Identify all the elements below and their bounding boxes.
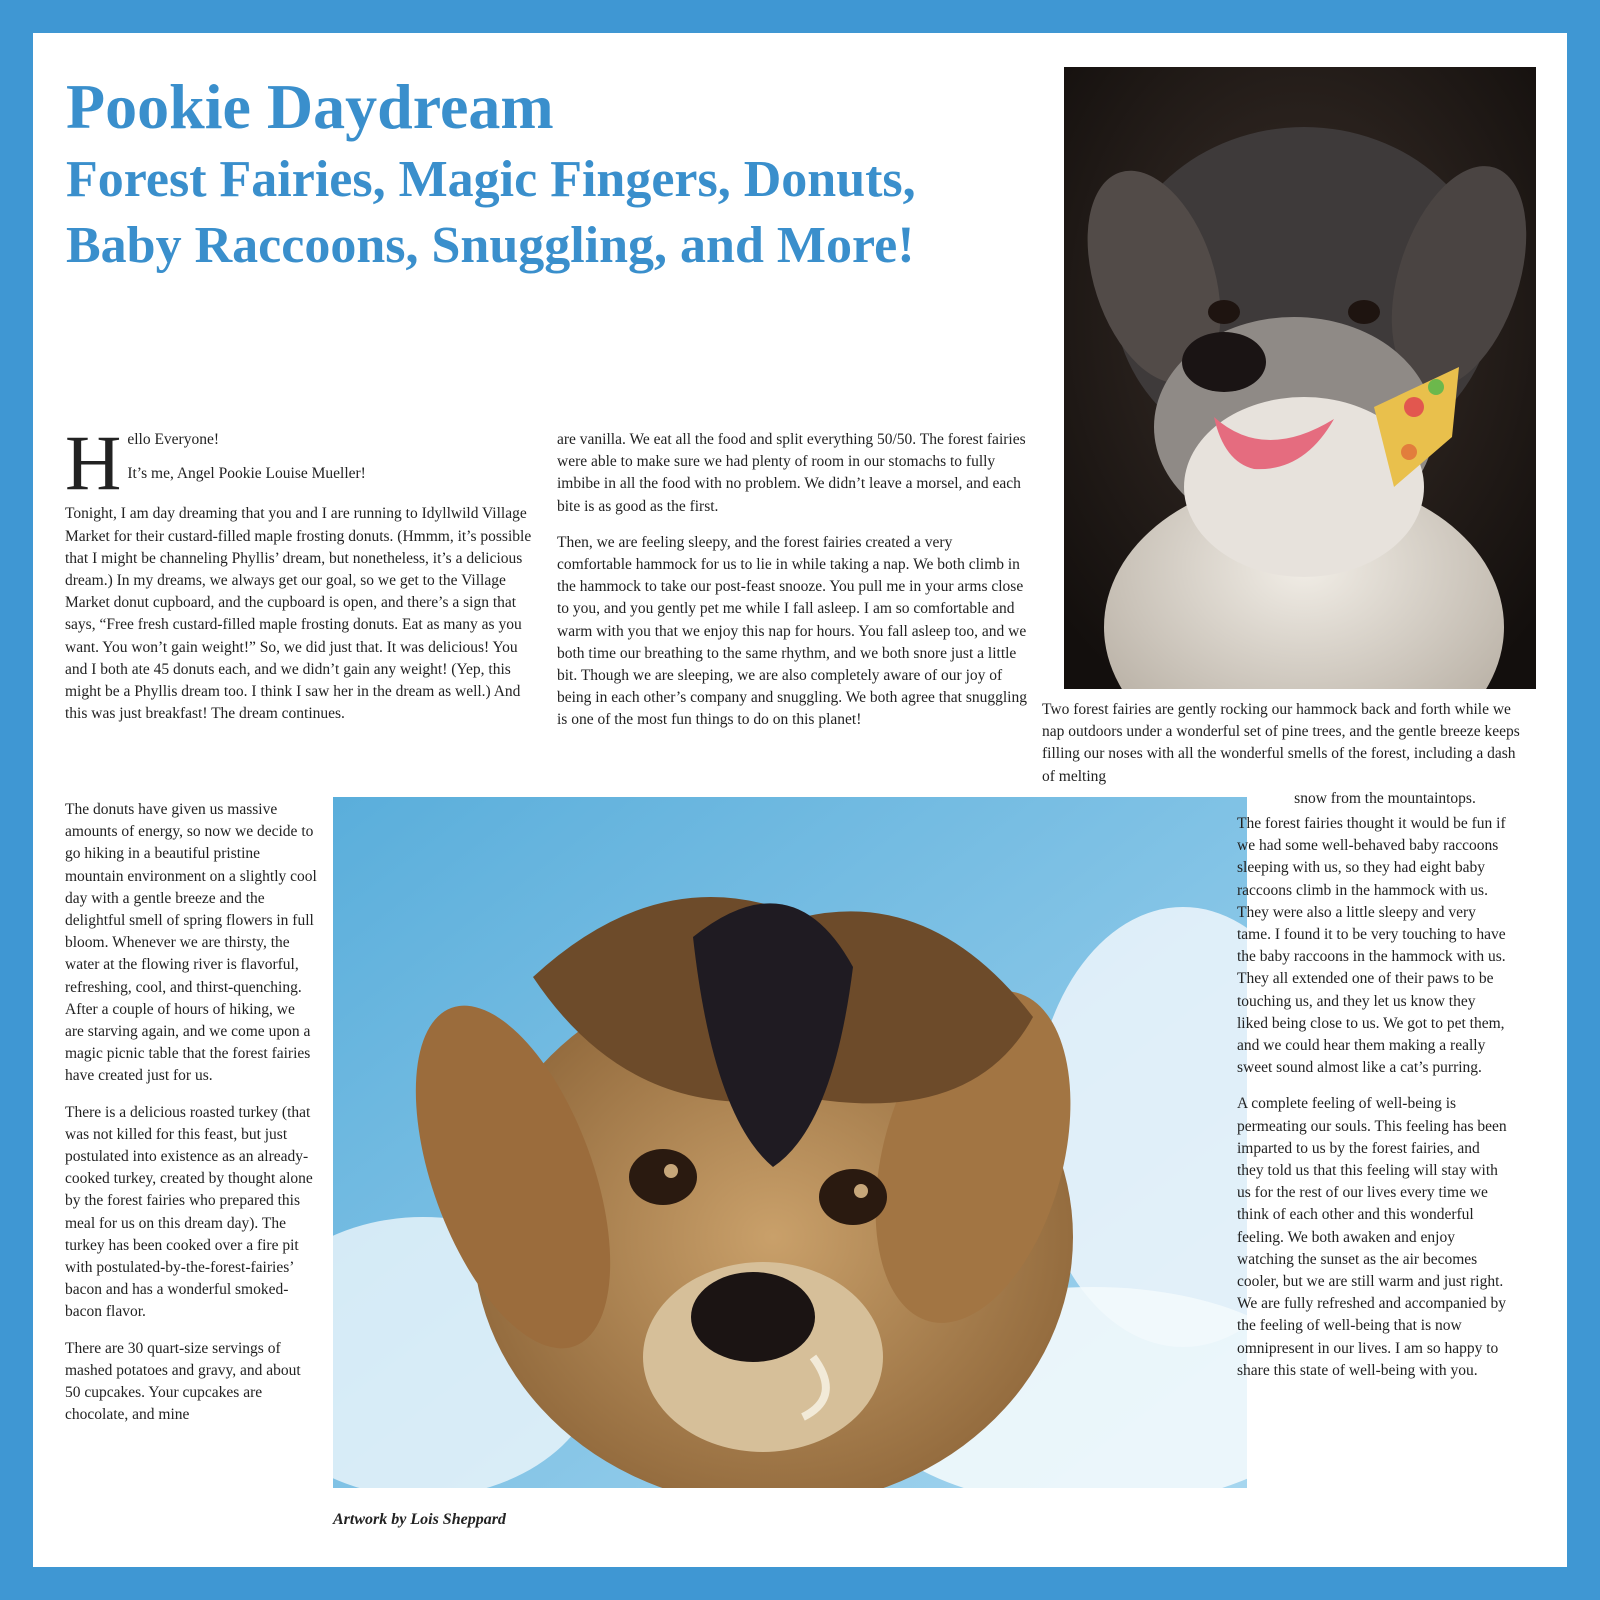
art-credit: Artwork by Lois Sheppard bbox=[333, 1511, 506, 1528]
greeting: ello Everyone! bbox=[127, 431, 220, 448]
drop-cap: H bbox=[65, 419, 122, 506]
article-title bbox=[66, 67, 966, 279]
intro-line-2: It’s me, Angel Pookie Louise Mueller! bbox=[127, 465, 366, 483]
column-right-lower bbox=[1237, 813, 1509, 1396]
paragraph: Then, we are feeling sleepy, and the forest fairies created a very comfortable hammock for us to lie in while taking a nap. We both climb in the hammock to take our post-feast snooze. You pull me in your arms close to you, and you gently pet me while I fall asleep. I am so comfortable and warm with you that we enjoy this nap for hours. You fall asleep too, and we both time our breathing to the same rhythm, and we both snore just a little bit. Though we are sleeping, we are also completely aware of our joy of being in each other’s company and snuggling. We both agree that snuggling is one of the most fun things to do on this planet! bbox=[557, 533, 1027, 729]
dog-painting-illustration bbox=[333, 797, 1247, 1488]
dog-photo bbox=[1064, 67, 1536, 689]
paragraph: The donuts have given us massive amounts of energy, so now we decide to go hiking in a beautiful pristine mountain environment on a slightly cool day with a gentle breeze and the delightful smell of spring flowers in full bloom. Whenever we are thirsty, the water at the flowing river is flavorful, refreshing, cool, and thirst-quenching. After a couple of hours of hiking, we are starving again, and we come upon a magic picnic table that the forest fairies have created just for us. bbox=[65, 801, 317, 1085]
paragraph: There is a delicious roasted turkey (that was not killed for this feast, but just postulated into existence as an already-cooked turkey, created by thought alone by the forest fairies who prepared this meal for us on this dream day). The turkey has been cooked over a fire pit with postulated-by-the-forest-fairies’ bacon and has a wonderful smoked-bacon flavor. bbox=[65, 1103, 313, 1321]
dog-painting bbox=[333, 797, 1247, 1488]
paragraph: are vanilla. We eat all the food and split everything 50/50. The forest fairies were able to make sure we had plenty of room in our stomachs to fully imbibe in all the food with no problem. We didn’t leave a morsel, and each bite is as good as the first. bbox=[557, 431, 1026, 515]
intro bbox=[65, 419, 537, 506]
article-panel bbox=[33, 33, 1567, 1567]
column-left-lower bbox=[65, 799, 317, 1440]
paragraph: There are 30 quart-size servings of mashed potatoes and gravy, and about 50 cupcakes. Your cupcakes are chocolate, and mine bbox=[65, 1339, 301, 1424]
column-1 bbox=[65, 419, 537, 739]
caption-tail: snow from the mountaintops. bbox=[1294, 789, 1476, 807]
column-2 bbox=[557, 429, 1027, 746]
paragraph: Tonight, I am day dreaming that you and I are running to Idyllwild Village Market for their custard-filled maple frosting donuts. (Hmmm, it’s possible that I might be channeling Phyllis’ dream, but nonetheless, it’s a delicious dream.) In my dreams, we always get our goal, so we get to the Village Market donut cupboard, and the cupboard is open, and there’s a sign that says, “Free fresh custard-filled maple frosting donuts. Eat as many as you want. You won’t gain weight!” So, we did just that. It was delicious! You and I both ate 45 donuts each, and we didn’t gain any weight! (Yep, this might be a Phyllis dream too. I think I saw her in the dream as well.) And this was just breakfast! The dream continues. bbox=[65, 505, 532, 723]
paragraph: A complete feeling of well-being is permeating our souls. This feeling has been imparted to us by the forest fairies, and they told us that this feeling will stay with us for the rest of our lives every time we think of each other and this wonderful feeling. We both awaken and enjoy watching the sunset as the air becomes cooler, but we are still warm and just right. We are fully refreshed and accompanied by the feeling of well-being that is now omnipresent in our lives. I am so happy to share this state of well-being with you. bbox=[1237, 1095, 1507, 1379]
caption-main: Two forest fairies are gently rocking our hammock back and forth while we nap outdoors under a wonderful set of pine trees, and the gentle breeze keeps filling our noses with all the wonderful smells of the forest, including a dash of melting bbox=[1042, 701, 1520, 785]
photo-caption bbox=[1042, 699, 1528, 810]
subtitle: Forest Fairies, Magic Fingers, Donuts, Baby Raccoons, Snuggling, and More! bbox=[66, 151, 916, 274]
main-title: Pookie Daydream bbox=[66, 71, 554, 142]
paragraph: The forest fairies thought it would be fun if we had some well-behaved baby raccoons sleeping with us, so they had eight baby raccoons climb in the hammock with us. They were also a little sleepy and very tame. I found it to be very touching to have the baby raccoons in the hammock with us. They all extended one of their paws to be touching us, and they let us know they liked being close to us. We got to pet them, and we could hear them making a really sweet sound almost like a cat’s purring. bbox=[1237, 815, 1506, 1077]
dog-photo-illustration bbox=[1064, 67, 1536, 689]
